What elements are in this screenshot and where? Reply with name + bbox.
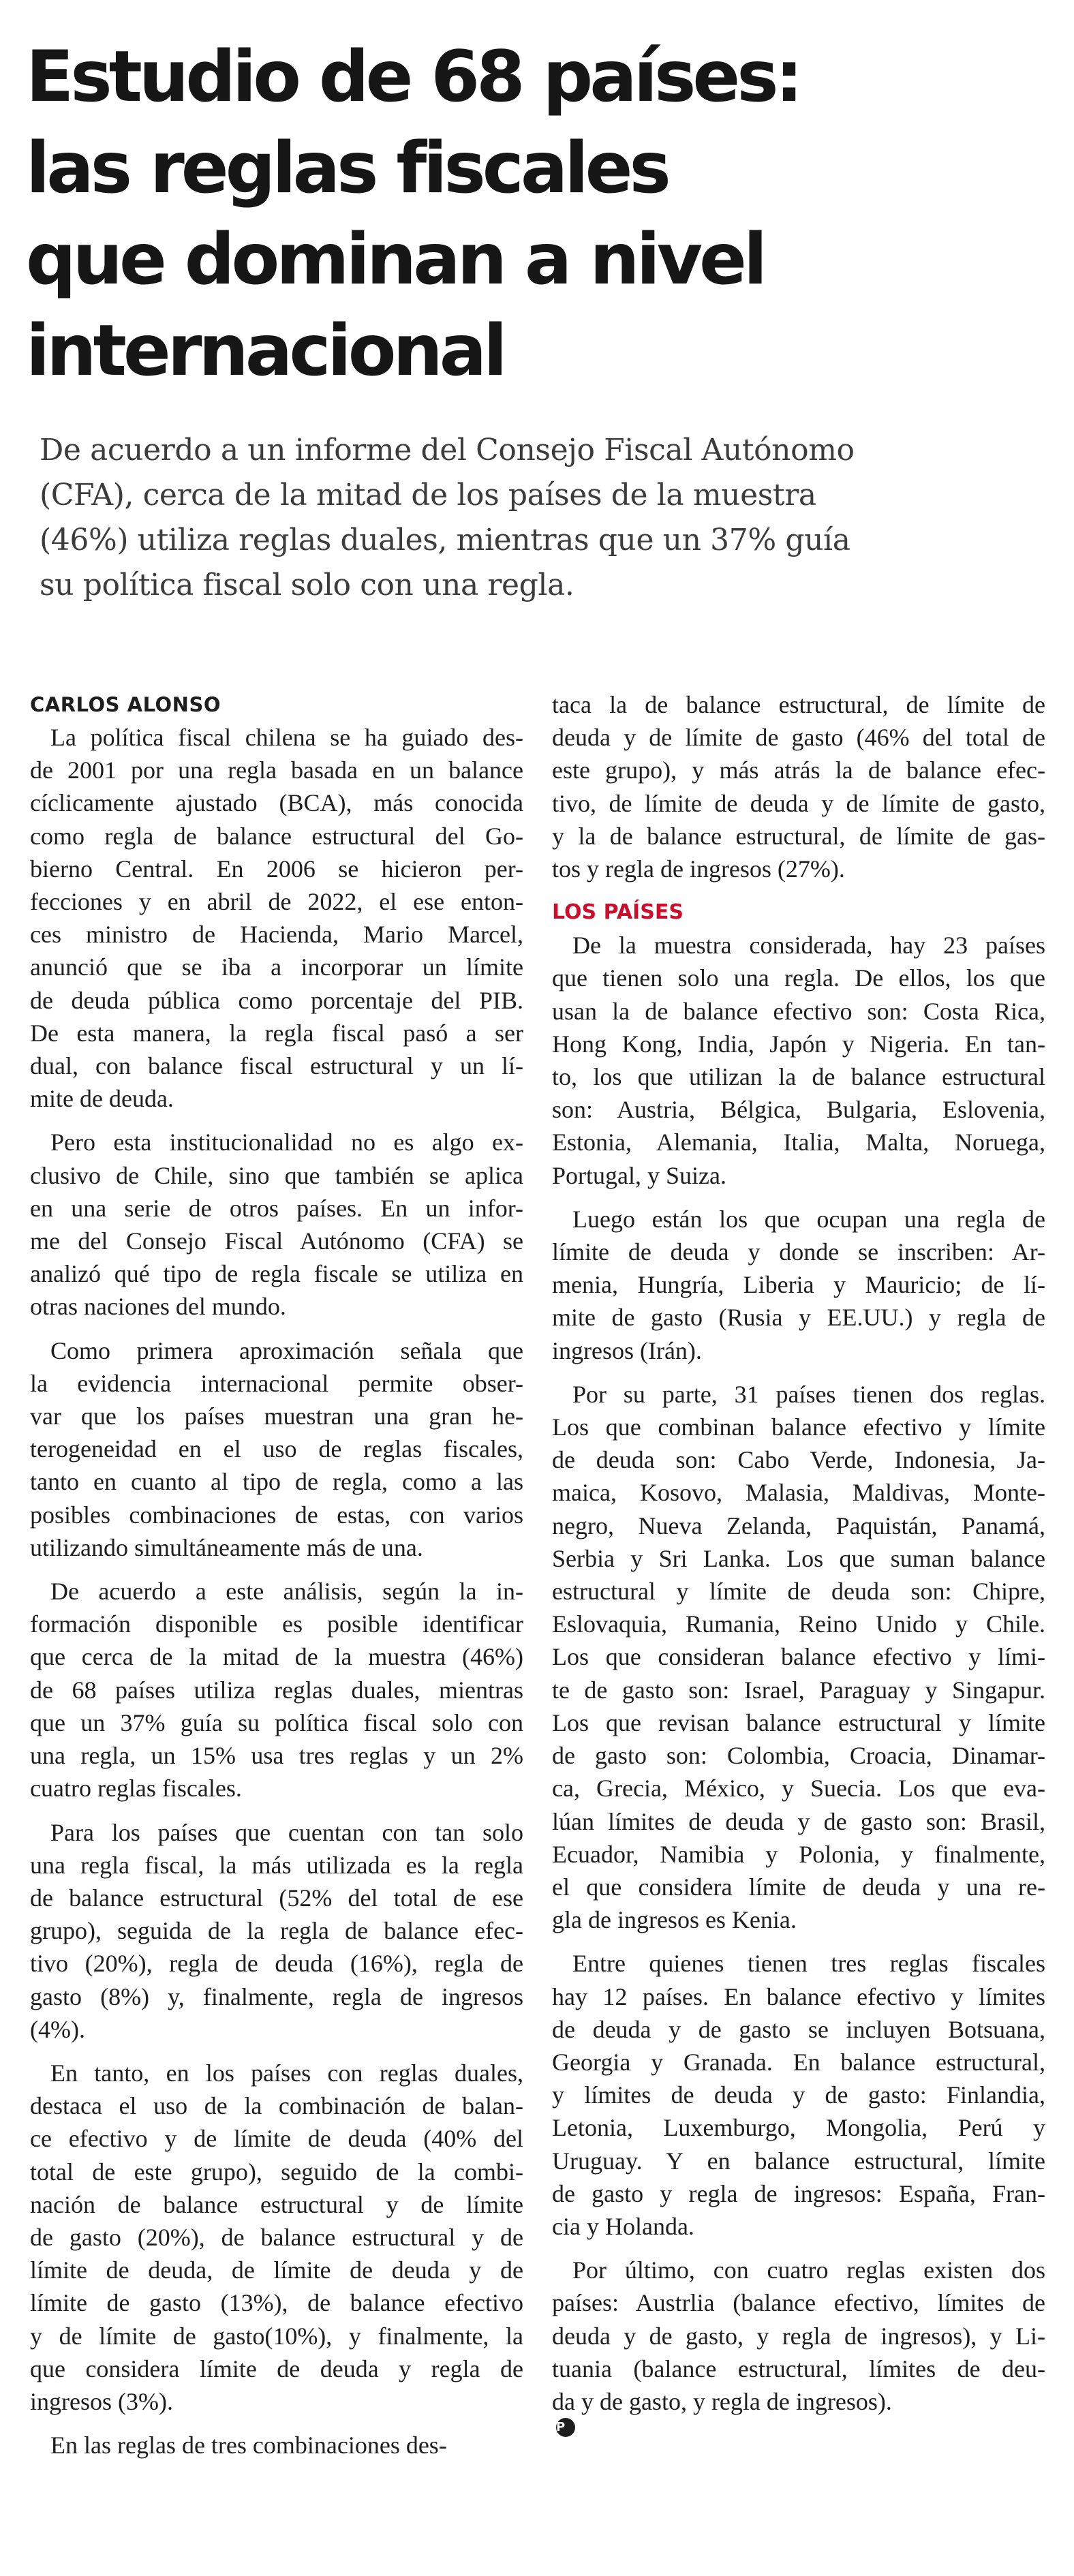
- headline-line: Estudio de 68 países:: [26, 36, 800, 118]
- headline-line: las reglas fiscales: [26, 127, 668, 209]
- text-line: una regla, un 15% usa tres reglas y un 2%: [30, 1742, 523, 1770]
- text-line: de deuda pública como porcentaje del PIB.: [30, 986, 523, 1014]
- text-line: Por su parte, 31 países tienen dos reglas.: [572, 1380, 1045, 1408]
- byline: CARLOS ALONSO: [30, 693, 221, 716]
- text-line: to, los que utilizan la de balance estructural: [552, 1063, 1045, 1091]
- article-paragraph: [30, 2429, 523, 2462]
- article-paragraph: [30, 1126, 523, 1323]
- left-column-body: [30, 721, 523, 2462]
- article-paragraph: [552, 1203, 1045, 1367]
- text-line: [552, 2385, 1045, 2437]
- text-line: y la de balance estructural, de límite de gas-: [552, 822, 1045, 850]
- text-line: este grupo), y más atrás la de balance efec-: [552, 756, 1045, 784]
- text-line: de deuda son: Cabo Verde, Indonesia, Ja-: [552, 1446, 1045, 1474]
- text-line: y límites de deuda y de gasto: Finlandia,: [552, 2081, 1045, 2109]
- text-line-content: da y de gasto, y regla de ingresos).: [552, 2387, 892, 2415]
- text-line: Como primera aproximación señala que: [50, 1336, 523, 1364]
- section-body: [552, 929, 1045, 2437]
- text-line: taca la de balance estructural, de límite de: [552, 691, 1045, 718]
- text-line: de 2001 por una regla basada en un balance: [30, 756, 523, 784]
- text-line: Serbia y Sri Lanka. Los que suman balance: [552, 1544, 1045, 1572]
- text-line: De la muestra considerada, hay 23 países: [572, 932, 1045, 960]
- text-line: nación de balance estructural y de límite: [30, 2190, 523, 2218]
- text-line: en una serie de otros países. En un infor-: [30, 1194, 523, 1222]
- article-paragraph: [30, 2057, 523, 2418]
- text-line: cuatro reglas fiscales.: [30, 1775, 242, 1803]
- text-line: que tienen solo una regla. De ellos, los que: [552, 964, 1045, 992]
- text-line: de deuda y de gasto se incluyen Botsuana,: [552, 2015, 1045, 2043]
- text-line: que un 37% guía su política fiscal solo con: [30, 1708, 523, 1736]
- text-line: Los que consideran balance efectivo y lími-: [552, 1643, 1045, 1671]
- text-line: Entre quienes tienen tres reglas fiscales: [572, 1950, 1045, 1978]
- text-line: estructural y límite de deuda son: Chipre,: [552, 1578, 1045, 1606]
- text-line: De esta manera, la regla fiscal pasó a ser: [30, 1019, 523, 1047]
- text-line: menia, Hungría, Liberia y Mauricio; de lí-: [552, 1271, 1045, 1299]
- text-line: gasto (8%) y, finalmente, regla de ingresos: [30, 1982, 523, 2010]
- text-line: deuda y de gasto, y regla de ingresos), y Li-: [552, 2322, 1045, 2350]
- article-paragraph: [30, 1334, 523, 1564]
- article-paragraph: [30, 721, 523, 1115]
- text-line: utilizando simultáneamente más de una.: [30, 1533, 423, 1561]
- text-line: países: Austrlia (balance efectivo, límites de: [552, 2289, 1045, 2317]
- text-line: posibles combinaciones de estas, con varios: [30, 1501, 523, 1529]
- text-line: tivo (20%), regla de deuda (16%), regla de: [30, 1950, 523, 1978]
- article-paragraph: [30, 1575, 523, 1805]
- text-line: dual, con balance fiscal estructural y un lí-: [30, 1052, 523, 1080]
- lead-paragraph: [40, 428, 1048, 608]
- text-line: analizó qué tipo de regla fiscale se utiliza en: [30, 1260, 523, 1288]
- article-paragraph: [552, 2254, 1045, 2437]
- text-line: el que considera límite de deuda y una re-: [552, 1873, 1045, 1901]
- text-line: de balance estructural (52% del total de ese: [30, 1884, 523, 1912]
- text-line: De acuerdo a este análisis, según la in-: [50, 1578, 523, 1606]
- text-line: ces ministro de Hacienda, Mario Marcel,: [30, 921, 523, 949]
- text-line: de gasto (20%), de balance estructural y de: [30, 2223, 523, 2251]
- text-line: fecciones y en abril de 2022, el ese enton-: [30, 888, 523, 916]
- text-line: ingresos (3%).: [30, 2387, 173, 2415]
- text-line: terogeneidad en el uso de reglas fiscales,: [30, 1435, 523, 1463]
- text-line: usan la de balance efectivo son: Costa Rica,: [552, 997, 1045, 1025]
- text-line: negro, Nueva Zelanda, Paquistán, Panamá,: [552, 1512, 1045, 1539]
- section-heading: LOS PAÍSES: [552, 900, 684, 925]
- text-line: que cerca de la mitad de la muestra (46%): [30, 1643, 523, 1671]
- text-line: var que los países muestran una gran he-: [30, 1402, 523, 1430]
- article-paragraph: [552, 1378, 1045, 1936]
- text-line: cia y Holanda.: [552, 2212, 694, 2240]
- text-line: Uruguay. Y en balance estructural, límite: [552, 2147, 1045, 2175]
- text-line: Portugal, y Suiza.: [552, 1161, 726, 1189]
- text-line: límite de deuda, de límite de deuda y de: [30, 2256, 523, 2284]
- lead-line: su política fiscal solo con una regla.: [40, 568, 574, 602]
- text-line: ca, Grecia, México, y Suecia. Los que eva-: [552, 1775, 1045, 1803]
- text-line: Para los países que cuentan con tan solo: [50, 1818, 523, 1846]
- text-line: clusivo de Chile, sino que también se aplica: [30, 1161, 523, 1189]
- text-line: gla de ingresos es Kenia.: [552, 1906, 797, 1934]
- headline-line: que dominan a nivel: [26, 219, 765, 301]
- text-line: límite de gasto (13%), de balance efectivo: [30, 2289, 523, 2317]
- text-line: Estonia, Alemania, Italia, Malta, Noruega,: [552, 1129, 1045, 1156]
- text-line: Hong Kong, India, Japón y Nigeria. En tan-: [552, 1030, 1045, 1058]
- text-line: otras naciones del mundo.: [30, 1293, 286, 1321]
- text-line: te de gasto son: Israel, Paraguay y Singapur.: [552, 1676, 1045, 1704]
- text-line: En las reglas de tres combinaciones des-: [50, 2432, 447, 2459]
- text-line: Pero esta institucionalidad no es algo ex-: [50, 1129, 523, 1156]
- text-line: de 68 países utiliza reglas duales, mientras: [30, 1676, 523, 1704]
- end-mark-icon: P: [556, 2418, 575, 2437]
- text-line: cíclicamente ajustado (BCA), más conocida: [30, 789, 523, 817]
- article-paragraph: [552, 688, 1045, 885]
- text-line: tanto en cuanto al tipo de regla, como a las: [30, 1468, 523, 1496]
- headline-line: internacional: [26, 310, 504, 392]
- text-line: como regla de balance estructural del Go-: [30, 822, 523, 850]
- text-line: Los que combinan balance efectivo y límite: [552, 1413, 1045, 1441]
- headline: [26, 31, 1048, 397]
- text-line: maica, Kosovo, Malasia, Maldivas, Monte-: [552, 1479, 1045, 1507]
- text-line: lúan límites de deuda y de gasto son: Brasil,: [552, 1807, 1045, 1835]
- text-line: anunció que se iba a incorporar un límite: [30, 953, 523, 981]
- lead-line: (46%) utiliza reglas duales, mientras que un 37% guía: [40, 523, 850, 557]
- text-line: tivo, de límite de deuda y de límite de gasto,: [552, 789, 1045, 817]
- text-line: ce efectivo y de límite de deuda (40% del: [30, 2125, 523, 2153]
- text-line: de gasto y regla de ingresos: España, Fran-: [552, 2179, 1045, 2207]
- text-line: la evidencia internacional permite obser-: [30, 1369, 523, 1397]
- text-line: hay 12 países. En balance efectivo y límites: [552, 1982, 1045, 2010]
- text-line: La política fiscal chilena se ha guiado des-: [50, 724, 523, 751]
- text-line: que considera límite de deuda y regla de: [30, 2355, 523, 2382]
- text-line: de gasto son: Colombia, Croacia, Dinamar-: [552, 1742, 1045, 1770]
- text-line: Eslovaquia, Rumania, Reino Unido y Chile.: [552, 1610, 1045, 1638]
- article-paragraph: [552, 1947, 1045, 2243]
- text-line: total de este grupo), seguido de la combi-: [30, 2158, 523, 2186]
- text-line: me del Consejo Fiscal Autónomo (CFA) se: [30, 1227, 523, 1255]
- right-column-body: [552, 688, 1045, 885]
- text-line: (4%).: [30, 2015, 85, 2043]
- lead-line: (CFA), cerca de la mitad de los países de la muestra: [40, 478, 816, 512]
- text-line: una regla fiscal, la más utilizada es la regla: [30, 1851, 523, 1879]
- text-line: y de límite de gasto(10%), y finalmente, la: [30, 2322, 523, 2350]
- text-line: Letonia, Luxemburgo, Mongolia, Perú y: [552, 2114, 1045, 2142]
- text-line: tuania (balance estructural, límites de deu-: [552, 2355, 1045, 2382]
- text-line: ingresos (Irán).: [552, 1336, 702, 1364]
- text-line: bierno Central. En 2006 se hicieron per-: [30, 855, 523, 883]
- text-line: destaca el uso de la combinación de balan-: [30, 2092, 523, 2120]
- lead-line: De acuerdo a un informe del Consejo Fiscal Autónomo: [40, 433, 855, 467]
- text-line: límite de deuda y donde se inscriben: Ar-: [552, 1238, 1045, 1266]
- text-line: Por último, con cuatro reglas existen dos: [572, 2256, 1045, 2284]
- text-line: formación disponible es posible identificar: [30, 1610, 523, 1638]
- text-line: tos y regla de ingresos (27%).: [552, 855, 845, 883]
- text-line: En tanto, en los países con reglas duales,: [50, 2059, 523, 2087]
- article-column-left: [30, 688, 523, 2472]
- text-line: mite de deuda.: [30, 1085, 174, 1113]
- text-line: Ecuador, Namibia y Polonia, y finalmente,: [552, 1840, 1045, 1868]
- text-line: son: Austria, Bélgica, Bulgaria, Eslovenia,: [552, 1096, 1045, 1124]
- article-paragraph: [30, 1816, 523, 2046]
- text-line: grupo), seguida de la regla de balance efec-: [30, 1917, 523, 1945]
- text-line: Los que revisan balance estructural y límite: [552, 1708, 1045, 1736]
- text-line: Georgia y Granada. En balance estructural,: [552, 2048, 1045, 2076]
- text-line: Luego están los que ocupan una regla de: [572, 1205, 1045, 1233]
- article-paragraph: [552, 929, 1045, 1192]
- text-line: mite de gasto (Rusia y EE.UU.) y regla de: [552, 1304, 1045, 1332]
- text-line: deuda y de límite de gasto (46% del total de: [552, 724, 1045, 752]
- article-column-right: [552, 688, 1045, 2448]
